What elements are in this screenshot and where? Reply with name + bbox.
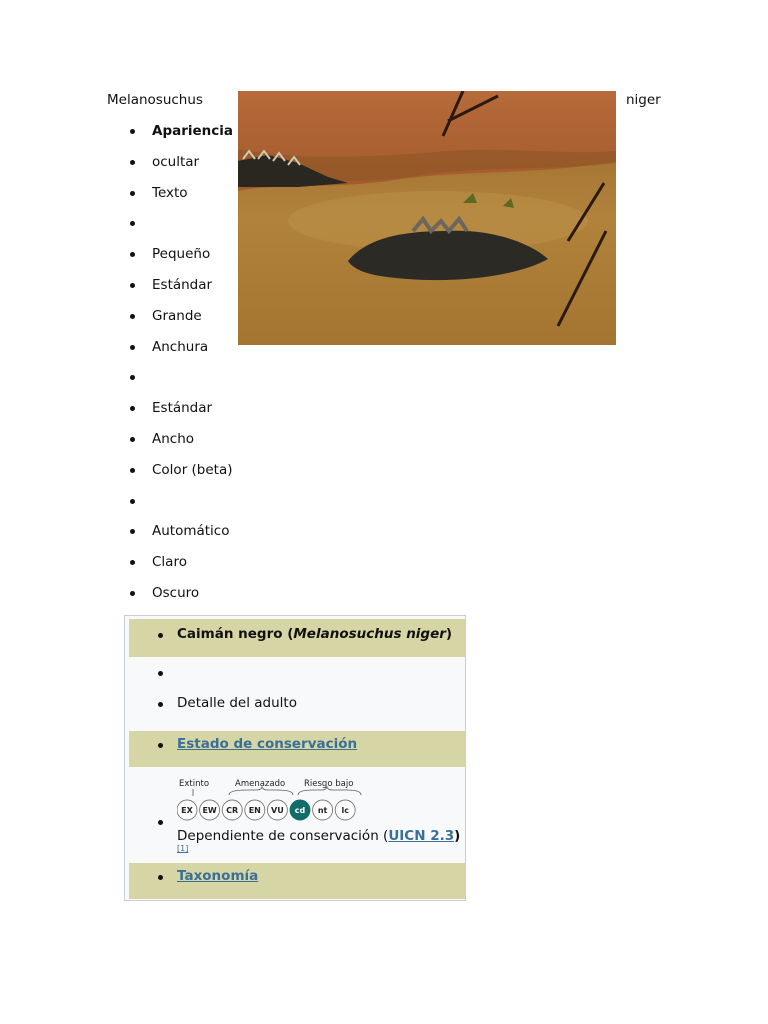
conservation-status-scale[interactable] [177, 777, 377, 823]
taxonomy-link-wrap [177, 868, 258, 884]
hide-toggle[interactable]: ocultar [130, 154, 233, 185]
status-codes [177, 800, 355, 820]
caiman-photo[interactable] [238, 91, 616, 345]
status-code-cr: CR [226, 806, 239, 815]
scale-label-extinct: Extinto [179, 779, 210, 789]
status-code-vu: VU [271, 806, 284, 815]
status-code-ew: EW [202, 806, 217, 815]
status-code-en: EN [248, 806, 261, 815]
taxobox [124, 615, 466, 901]
iucn-link[interactable]: UICN 2.3 [388, 828, 455, 844]
bullet [158, 671, 163, 676]
bullet [158, 820, 163, 825]
list-item [130, 369, 233, 400]
menu-heading-width: Anchura [130, 339, 233, 370]
photo-caption: Detalle del adulto [177, 695, 297, 711]
option-color-light[interactable]: Claro [130, 554, 233, 585]
scale-label-threatened: Amenazado [235, 779, 286, 789]
option-color-auto[interactable]: Automático [130, 523, 233, 554]
scale-label-low-risk: Riesgo bajo [304, 779, 354, 789]
bullet [158, 633, 163, 638]
bullet [158, 875, 163, 880]
option-color-dark[interactable]: Oscuro [130, 585, 233, 616]
taxonomy-link[interactable]: Taxonomía [177, 868, 259, 884]
reference-link[interactable]: [1] [177, 844, 189, 853]
list-item [130, 215, 233, 246]
appearance-menu [130, 123, 233, 616]
status-code-cd: cd [294, 806, 306, 815]
title-species: niger [626, 92, 661, 108]
list-item [130, 493, 233, 524]
bullet [158, 702, 163, 707]
option-width-standard[interactable]: Estándar [130, 400, 233, 431]
taxobox-title: Caimán negro (Melanosuchus niger) [177, 626, 453, 642]
title-genus: Melanosuchus [107, 92, 203, 108]
menu-heading-color: Color (beta) [130, 462, 233, 493]
status-code-ex: EX [181, 806, 193, 815]
conservation-link-wrap [177, 736, 357, 752]
option-width-wide[interactable]: Ancho [130, 431, 233, 462]
bullet [158, 743, 163, 748]
status-line: Dependiente de conservación (UICN 2.3)[1] [177, 828, 461, 853]
option-text-standard[interactable]: Estándar [130, 277, 233, 308]
status-code-nt: nt [317, 806, 328, 815]
menu-heading-appearance: Apariencia [130, 123, 233, 154]
status-code-lc: lc [341, 806, 349, 815]
option-text-small[interactable]: Pequeño [130, 246, 233, 277]
conservation-status-link[interactable]: Estado de conservación [177, 736, 358, 752]
option-text-large[interactable]: Grande [130, 308, 233, 339]
menu-heading-text: Texto [130, 185, 233, 216]
